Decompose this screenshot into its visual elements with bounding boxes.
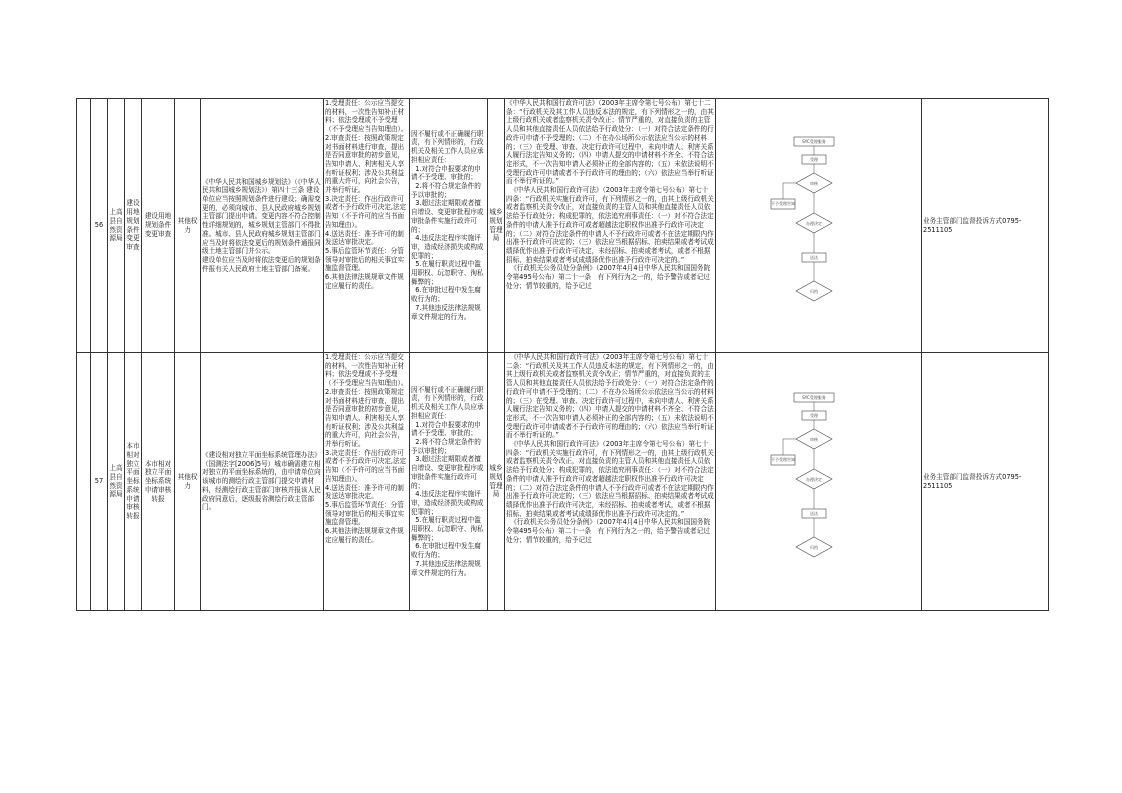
flow-step-start: SYC受理服务: [801, 394, 826, 400]
legal-cell: 《中华人民共和国行政许可法》（2003年主席令第七号公布）第七十二条：“行政机关及其工作人员违反本法的规定，有下列情形之一的，由其上级行政机关或者监察机关责令改正；情节严重的，对直接负责的主管人员和其他直接责任人员依法给予行政处分：（一）对符合法定条件的行政许可申请不予受理的；（二）不在办公场所公示依法应当公示的材料的；（三）在受理、审查、决定行政许可过程中，未向申请人、利害关系人履行法定告知义务的；（四）申请人提交的申请材料不齐全、不符合法定形式，不一次告知申请人必须补正的全部内容的；（五）未依法说明不受理行政许可申请或者不予行政许可的理由的；（六）依法应当举行听证而不举行听证的。” 《中华人民共和国行政许可法》（2003年主席令第七号公布）第七十四条：“行政机关实施行政许可，有下列情形之一的，由其上级行政机关或者监察机关责令改正，对直接负责的主管人员和其他直接责任人员依法给予行政处分；构成犯罪的，依法追究刑事责任：（一）对不符合法定条件的申请人准予行政许可或者超越法定职权作出准予行政许可决定的；（二）对符合法定条件的申请人不予行政许可或者不在法定期限内作出准予行政许可决定的；（三）依法应当根据招标、拍卖结果或者考试成绩择优作出准予行政许可决定，未经招标、拍卖或者考试，或者不根据招标、拍卖结果或者考试成绩择优作出准予行政许可决定的。” 《行政机关公务员处分条例》（2007年4月4日中华人民共和国国务院令第495号公布）第二十一条 有下列行为之一的，给予警告或者记过处分；情节较重的，给予记过: [505, 353, 716, 611]
duty-cell: 1.受理责任：公示应当提交的材料，一次性告知补正材料；依法受理或不予受理（不予受理应当告知理由）。 2.审查责任：按照政策规定对书面材料进行审查，提出是否同意审批的初步意见，告知申请人、利害相关人享有听证权利；涉及公共利益的重大许可，向社会公告，并举行听证。 3.决定责任：作出行政许可或者不予行政许可决定,法定告知（不予许可的应当书面告知理由）。 4.送达责任：准予许可的制发送达审批决定。 5.事后监管环节责任：分管领导对审批后的相关事宜实施监督管理。 6.其他法律法规规章文件规定应履行的责任。: [324, 99, 410, 353]
basis-cell: 《建设相对独立平面坐标系统管理办法》（国测法字[2006]5号）城市确需建立相对独立的平面坐标系统的，由申请单位向该城市的测绘行政主管部门提交申请材料，经测绘行政主管部门审核并报该人民政府同意后，逐级报省测绘行政主管部门。: [201, 353, 324, 611]
flow-step-accept: 受理: [809, 156, 818, 162]
flow-step-deliver: 送达: [809, 510, 818, 516]
subject-cell: 城乡规划管理局: [488, 99, 505, 353]
flow-step-reject: 不予受理告知: [770, 200, 795, 206]
duty-cell: 1.受理责任：公示应当提交的材料，一次性告知补正材料；依法受理或不予受理（不予受理应当告知理由）。 2.审查责任：按照政策规定对书面材料进行审查，提出是否同意审批的初步意见，告知申请人、利害相关人享有听证权利；涉及公共利益的重大许可，向社会公告，并举行听证。 3.决定责任：作出行政许可或者不予行政许可决定,法定告知（不予许可的应当书面告知理由）。 4.送达责任：准予许可的制发送达审批决定。 5.事后监管环节责任：分管领导对审批后的相关事宜实施监督管理。 6.其他法律法规规章文件规定应履行的责任。: [324, 353, 410, 611]
empty-cell: [77, 99, 91, 353]
flow-step-archive: 归档: [809, 544, 818, 550]
power-type-cell: 其他权力: [175, 353, 201, 611]
flowchart-cell: [716, 353, 922, 611]
flow-step-review: 审核: [809, 180, 818, 186]
item-name-cell: 本市相对独立平面坐标系统申请审核转报: [142, 353, 175, 611]
contact-cell: 业务主管部门监督投诉方式0795-2511105: [922, 99, 1049, 353]
flow-step-start: SYC受理服务: [801, 138, 826, 144]
flowchart-diagram: [769, 387, 869, 577]
flow-step-reject: 不予受理告知: [770, 456, 795, 462]
flow-step-review: 审核: [809, 436, 818, 442]
item-short-cell: 建设用地规划条件变更审查: [125, 99, 142, 353]
legal-cell: 《中华人民共和国行政许可法》（2003年主席令第七号公布）第七十二条：“行政机关及其工作人员违反本法的规定，有下列情形之一的，由其上级行政机关或者监察机关责令改正；情节严重的，对直接负责的主管人员和其他直接责任人员依法给予行政处分：（一）对符合法定条件的行政许可申请不予受理的；（二）不在办公场所公示依法应当公示的材料的；（三）在受理、审查、决定行政许可过程中，未向申请人、利害关系人履行法定告知义务的；（四）申请人提交的申请材料不齐全、不符合法定形式，不一次告知申请人必须补正的全部内容的；（五）未依法说明不受理行政许可申请或者不予行政许可的理由的；（六）依法应当举行听证而不举行听证的。” 《中华人民共和国行政许可法》（2003年主席令第七号公布）第七十四条：“行政机关实施行政许可，有下列情形之一的，由其上级行政机关或者监察机关责令改正，对直接负责的主管人员和其他直接责任人员依法给予行政处分；构成犯罪的，依法追究刑事责任：（一）对不符合法定条件的申请人准予行政许可或者超越法定职权作出准予行政许可决定的；（二）对符合法定条件的申请人不予行政许可或者不在法定期限内作出准予行政许可决定的；（三）依法应当根据招标、拍卖结果或者考试成绩择优作出准予行政许可决定，未经招标、拍卖或者考试，或者不根据招标、拍卖结果或者考试成绩择优作出准予行政许可决定的。” 《行政机关公务员处分条例》（2007年4月4日中华人民共和国国务院令第495号公布）第二十一条 有下列行为之一的，给予警告或者记过处分；情节较重的，给予记过: [505, 99, 716, 353]
flow-step-decision: 办理决定: [805, 220, 822, 226]
flowchart-diagram: [769, 131, 869, 321]
power-type-cell: 其他权力: [175, 99, 201, 353]
flow-step-deliver: 送达: [809, 254, 818, 260]
accountability-cell: 因不履行或不正确履行职责，有下列情形的，行政机关及相关工作人员应承担相应责任： 1.对符合申报要求的申请不予受理、审批的； 2.将不符合规定条件的予以审批的； 3.超过法定期限或者擅自增设、变更审批程序或审批条件实施行政许可的； 4.违反法定程序实施评审，造成经济损失或构成犯罪的； 5.在履行职责过程中滥用职权、玩忽职守、徇私舞弊的； 6.在审批过程中发生腐败行为的； 7.其他违反法律法规规章文件规定的行为。: [410, 353, 488, 611]
basis-cell: 《中华人民共和国城乡规划法》（《中华人民共和国城乡规划法》）第四十三条 建设单位应当按照规划条件进行建设；确需变更的，必须向城市、县人民政府城乡规划主管部门提出申请。变更内容不符合控制性详细规划的，城乡规划主管部门不得批准。城市、县人民政府城乡规划主管部门应当及时将依法变更后的规划条件通报同级土地主管部门并公示。 建设单位应当及时将依法变更后的规划条件报有关人民政府土地主管部门备案。: [201, 99, 324, 353]
dept-cell: 上高县自然资源局: [108, 99, 125, 353]
empty-cell: [77, 353, 91, 611]
flowchart-cell: [716, 99, 922, 353]
accountability-cell: 因不履行或不正确履行职责，有下列情形的，行政机关及相关工作人员应承担相应责任： 1.对符合申报要求的申请不予受理、审批的； 2.将不符合规定条件的予以审批的； 3.超过法定期限或者擅自增设、变更审批程序或审批条件实施行政许可的； 4.违反法定程序实施评审，造成经济损失或构成犯罪的； 5.在履行职责过程中滥用职权、玩忽职守、徇私舞弊的； 6.在审批过程中发生腐败行为的； 7.其他违反法律法规规章文件规定的行为。: [410, 99, 488, 353]
subject-cell: 城乡规划管理局: [488, 353, 505, 611]
power-list-table: [76, 98, 1049, 611]
item-name-cell: 建设用地规划条件变更审查: [142, 99, 175, 353]
contact-cell: 业务主管部门监督投诉方式0795-2511105: [922, 353, 1049, 611]
seq-cell: 56: [91, 99, 108, 353]
flow-step-archive: 归档: [809, 288, 818, 294]
table-row: [77, 99, 1049, 353]
flow-step-decision: 办理决定: [805, 476, 822, 482]
flow-step-accept: 受理: [809, 412, 818, 418]
item-short-cell: 本市相对独立平面坐标系统申请审核转报: [125, 353, 142, 611]
seq-cell: 57: [91, 353, 108, 611]
table-row: [77, 353, 1049, 611]
dept-cell: 上高县自然资源局: [108, 353, 125, 611]
